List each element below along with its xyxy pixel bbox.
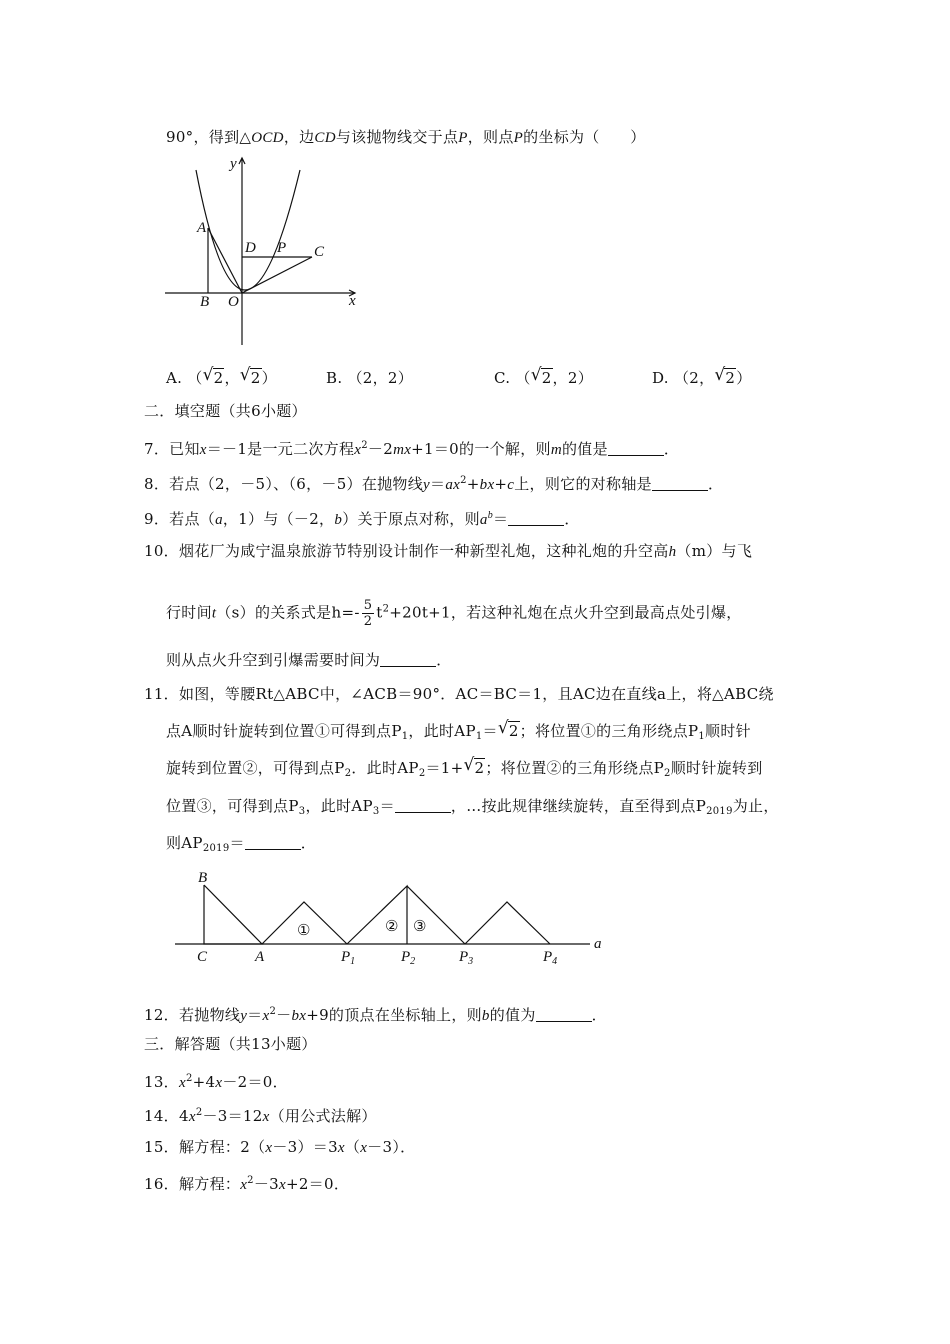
question-7: 7．已知x＝－1是一元二次方程$x^2-2mx+1=0$的一个解，则m的值是 ． <box>144 440 680 458</box>
question-11-line-4: 位置③，可得到点$P_3$，此时$AP_3=$ ，…按此规律继续旋转，直至得到点$P_{2019}$为止， <box>166 797 779 817</box>
q6-stem-tail: 90°，得到△OCD，边CD与该抛物线交于点P，则点P的坐标为（ ） <box>166 128 646 146</box>
label-x: x <box>349 293 356 309</box>
label-a: a <box>594 936 602 952</box>
answer-blank[interactable] <box>508 511 564 526</box>
label-D: D <box>245 240 256 256</box>
label-y: y <box>230 156 237 172</box>
question-10-line-3: 则从点火升空到引爆需要时间为 ． <box>166 651 452 669</box>
label-P4: $P_4$ <box>543 949 558 967</box>
question-14: 14．$4x^2-3=12x$（用公式法解） <box>144 1107 377 1125</box>
label-O: O <box>228 294 239 310</box>
answer-blank[interactable] <box>245 835 301 850</box>
question-11-line-2: 点A顺时针旋转到位置①可得到点$P_1$，此时$AP_1=$ √ 2；将位置①的三角形绕点$P_1$顺时针 <box>166 718 751 742</box>
segment-OA <box>208 228 242 293</box>
q6-option-d: D. （2， √ 2） <box>652 365 752 387</box>
question-9: 9．若点（a，1）与（－2，b）关于原点对称，则$a^b=$ ． <box>144 510 580 528</box>
answer-blank[interactable] <box>395 798 451 813</box>
parabola-graph <box>160 150 370 350</box>
answer-blank[interactable] <box>536 1007 592 1022</box>
label-B: B <box>200 294 210 310</box>
triangle-2 <box>347 886 407 944</box>
position-3-marker: ③ <box>413 919 427 935</box>
triangle-3 <box>407 886 465 944</box>
question-12: 12．若抛物线$y=x^2-bx+9$的顶点在坐标轴上，则b的值为 ． <box>144 1006 607 1024</box>
answer-blank[interactable] <box>652 476 708 491</box>
position-1-marker: ① <box>297 923 311 939</box>
q6-option-a: A. （ √ 2， √ 2） <box>166 365 277 387</box>
question-16: 16．解方程：$x^2-3x+2=0$． <box>144 1175 350 1193</box>
section-2-title: 二．填空题（共6小题） <box>144 402 307 420</box>
label-C: C <box>197 949 208 965</box>
q6-option-c: C. （ √ 2，2） <box>494 365 593 387</box>
question-11-line-5: 则$AP_{2019}=$ ． <box>166 834 317 854</box>
triangle-4 <box>465 902 550 944</box>
question-10-line-2: 行时间t（s）的关系式是h=- $\frac{5}{2}$ $t^2+20t+1$，若这种礼炮在点火升空到最高点处引爆， <box>166 598 742 629</box>
label-P1: $P_1$ <box>341 949 356 967</box>
question-10-line-1: 10．烟花厂为咸宁温泉旅游节特别设计制作一种新型礼炮，这种礼炮的升空高h（m）与飞 <box>144 542 753 560</box>
section-3-title: 三．解答题（共13小题） <box>144 1035 317 1053</box>
q6-option-b: B. （2，2） <box>326 369 414 387</box>
label-C: C <box>314 244 325 260</box>
question-13: 13．$x^2+4x-2=0$． <box>144 1073 288 1091</box>
label-P2: $P_2$ <box>401 949 416 967</box>
parabola-curve <box>196 170 300 290</box>
answer-blank[interactable] <box>380 652 436 667</box>
position-2-marker: ② <box>385 919 399 935</box>
label-P3: $P_3$ <box>459 949 474 967</box>
triangle-abc <box>204 885 262 944</box>
label-A: A <box>255 949 265 965</box>
rotation-diagram <box>170 865 620 975</box>
question-11-line-1: 11．如图，等腰Rt△ABC中，∠ACB＝90°．AC＝BC＝1，且AC边在直线a上，将△ABC绕 <box>144 685 774 703</box>
question-8: 8．若点（2，－5）、（6，－5）在抛物线$y=ax^2+bx+c$上，则它的对称轴是 ． <box>144 475 724 493</box>
segment-OC <box>242 257 312 293</box>
question-11-line-3: 旋转到位置②，可得到点$P_2$．此时$AP_2=1+$ √ 2；将位置②的三角形绕点$P_2$顺时针旋转到 <box>166 755 763 779</box>
label-P: P <box>277 240 287 256</box>
label-A: A <box>197 220 207 236</box>
label-B: B <box>198 870 208 886</box>
answer-blank[interactable] <box>608 441 664 456</box>
question-15: 15．解方程：2（x－3）＝3x（x－3）． <box>144 1138 416 1156</box>
